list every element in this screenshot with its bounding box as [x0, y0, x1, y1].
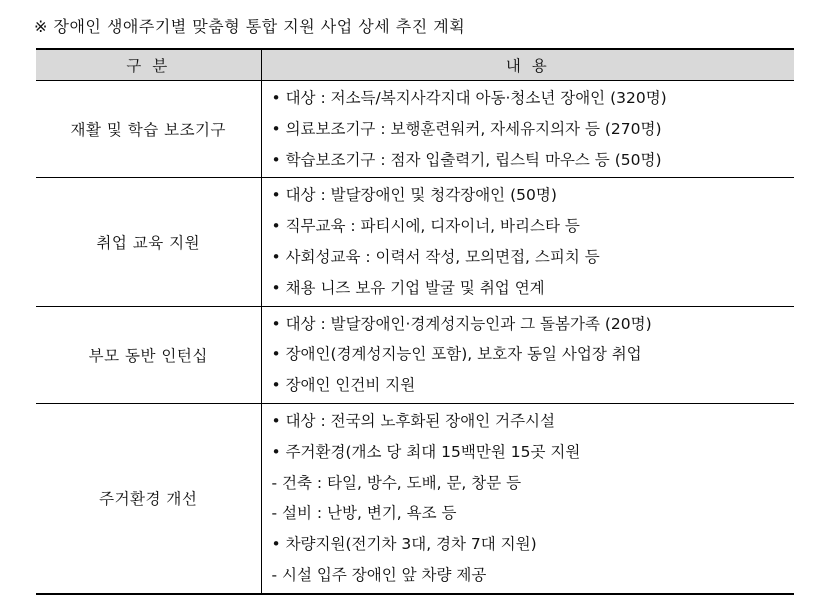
- list-item: - 건축 : 타일, 방수, 도배, 문, 창문 등: [271, 473, 522, 492]
- header-row: [36, 49, 794, 81]
- list-item: • 의료보조기구 : 보행훈련워커, 자세유지의자 등 (270명): [271, 119, 662, 138]
- list-item: • 대상 : 전국의 노후화된 장애인 거주시설: [271, 411, 555, 430]
- list-item: • 대상 : 발달장애인·경계성지능인과 그 돌봄가족 (20명): [271, 314, 652, 333]
- list-item: • 차량지원(전기차 3대, 경차 7대 지원): [271, 535, 537, 554]
- category-cell: 취업 교육 지원: [36, 178, 261, 306]
- list-item: • 사회성교육 : 이력서 작성, 모의면접, 스피치 등: [271, 247, 600, 266]
- table-row: [36, 81, 794, 178]
- list-item: • 직무교육 : 파티시에, 디자이너, 바리스타 등: [271, 217, 580, 236]
- document-title: ※ 장애인 생애주기별 맞춤형 통합 지원 사업 상세 추진 계획: [34, 17, 466, 36]
- content-cell: [261, 306, 794, 403]
- table-row: [36, 403, 794, 593]
- list-item: • 주거환경(개소 당 최대 15백만원 15곳 지원: [271, 442, 581, 461]
- list-item: • 학습보조기구 : 점자 입출력기, 립스틱 마우스 등 (50명): [271, 150, 662, 169]
- list-item: • 채용 니즈 보유 기업 발굴 및 취업 연계: [271, 278, 545, 297]
- table-row: [36, 178, 794, 306]
- category-cell: 주거환경 개선: [36, 403, 261, 593]
- list-item: • 장애인(경계성지능인 포함), 보호자 동일 사업장 취업: [271, 345, 642, 364]
- table-row: [36, 306, 794, 403]
- category-cell: 부모 동반 인턴십: [36, 306, 261, 403]
- header-content: 내 용: [261, 49, 794, 81]
- list-item: - 설비 : 난방, 변기, 욕조 등: [271, 504, 457, 523]
- list-item: • 대상 : 발달장애인 및 청각장애인 (50명): [271, 186, 557, 205]
- list-item: • 대상 : 저소득/복지사각지대 아동·청소년 장애인 (320명): [271, 89, 667, 107]
- header-category: 구 분: [36, 49, 261, 81]
- list-item: - 시설 입주 장애인 앞 차량 제공: [271, 565, 487, 584]
- list-item: • 장애인 인건비 지원: [271, 376, 416, 395]
- plan-table: [36, 48, 794, 595]
- content-cell: [261, 178, 794, 306]
- content-cell: [261, 81, 794, 178]
- category-cell: 재활 및 학습 보조기구: [36, 81, 261, 178]
- content-cell: [261, 403, 794, 593]
